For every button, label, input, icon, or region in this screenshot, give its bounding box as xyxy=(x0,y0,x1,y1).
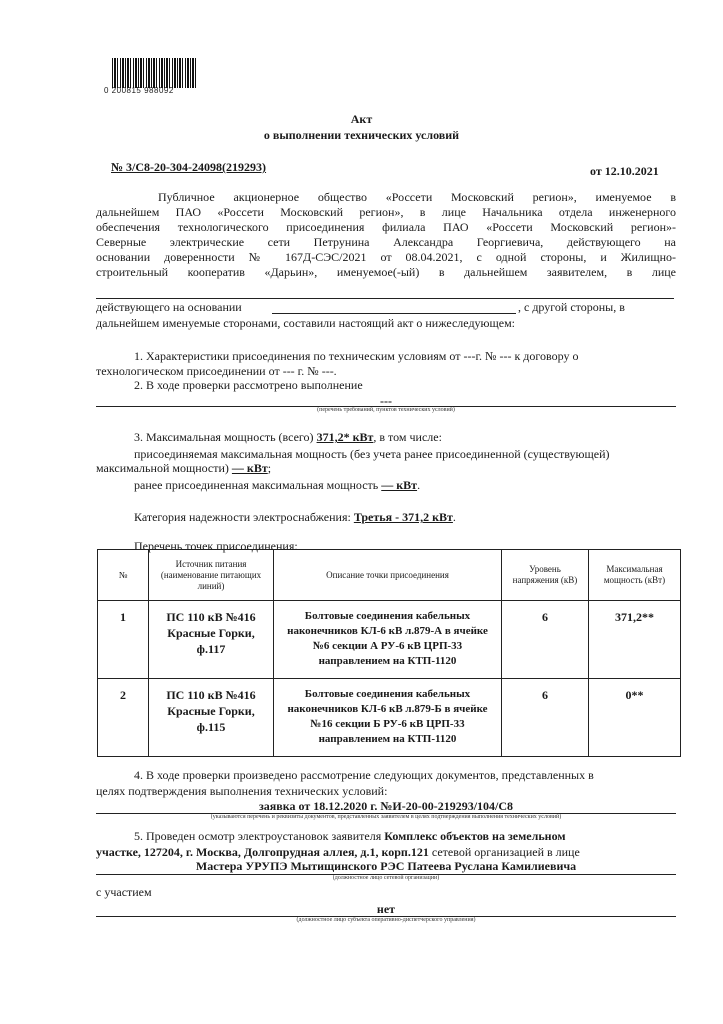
item5-object: Комплекс объектов на земельном xyxy=(384,829,566,843)
reliability-category-line xyxy=(134,510,456,524)
representative-blank-line xyxy=(96,298,674,299)
item3-line-3 xyxy=(96,461,271,475)
item3-line3-suffix: ; xyxy=(267,461,272,475)
item3-line4-suffix: . xyxy=(417,478,421,492)
row-source: ПС 110 кВ №416 Красные Горки, ф.117 xyxy=(149,601,274,679)
row-description: Болтовые соединения кабельных наконечников КЛ-6 кВ л.879-Б в ячейке №16 секции Б РУ-6 кВ ЦРП-33 направлением на КТП-1120 xyxy=(274,679,502,757)
category-label: Категория надежности электроснабжения: xyxy=(134,510,351,524)
intro-line-7-start: действующего на основании xyxy=(96,300,242,314)
table-row xyxy=(98,601,681,679)
item3-line-2: присоединяемая максимальная мощность (без учета ранее присоединенной (существующей) xyxy=(134,447,610,461)
item5-line-1 xyxy=(134,829,566,843)
intro-line-2: дальнейшем ПАО «Россети Московский регион», в лице Начальника отдела инженерного xyxy=(96,205,676,219)
intro-line-4: Северные электрические сети Петрунина Александра Георгиевича, действующего на xyxy=(96,235,676,249)
new-power-value: — кВт xyxy=(231,461,268,475)
item1-line-2: технологическом присоединении от --- г. № ---. xyxy=(96,364,337,378)
item3-line-4 xyxy=(134,478,420,492)
document-date: от 12.10.2021 xyxy=(590,164,659,178)
prev-power-value: — кВт xyxy=(381,478,418,492)
item3-line4-label: ранее присоединенная максимальная мощность xyxy=(134,478,379,492)
item3-line3-label: максимальной мощности) xyxy=(96,461,229,475)
header-description: Описание точки присоединения xyxy=(274,550,502,601)
points-list-title: Перечень точек присоединения: xyxy=(134,539,298,553)
item4-line-1: 4. В ходе проверки произведено рассмотрение следующих документов, представленных в xyxy=(134,768,594,782)
category-value: Третья - 371,2 кВт xyxy=(353,510,453,524)
barcode-number: 0 200815 988092 xyxy=(104,86,174,95)
row-voltage: 6 xyxy=(502,601,589,679)
item2-line-1: 2. В ходе проверки рассмотрено выполнение xyxy=(134,378,363,392)
document-number: № 3/С8-20-304-24098(219293) xyxy=(111,160,267,174)
item4-caption: (указываются перечень и реквизиты документов, представленных заявителем в целях подтверждения выполнения технических условий) xyxy=(210,814,562,820)
intro-line-8: дальнейшем именуемые сторонами, составили настоящий акт о нижеследующем: xyxy=(96,316,516,330)
intro-paragraph xyxy=(96,190,676,280)
item5-line-2 xyxy=(96,845,580,859)
item3-suffix: , в том числе: xyxy=(373,430,442,444)
item4-value: заявка от 18.12.2020 г. №И-20-00-219293/104/С8 xyxy=(258,799,514,813)
item4-line-2: целях подтверждения выполнения технических условий: xyxy=(96,784,388,798)
table-header-row xyxy=(98,550,681,601)
document-title: Акт xyxy=(350,112,373,126)
item5-inspector: Мастера УРУПЭ Мытищинского РЭС Патеева Руслана Камилиевича xyxy=(195,859,577,873)
intro-line-7-end: , с другой стороны, в xyxy=(518,300,625,314)
item3-label: 3. Максимальная мощность (всего) xyxy=(134,430,314,444)
barcode-image xyxy=(112,58,196,88)
table-row xyxy=(98,679,681,757)
row-description: Болтовые соединения кабельных наконечников КЛ-6 кВ л.879-А в ячейке №6 секции А РУ-6 кВ ЦРП-33 направлением на КТП-1120 xyxy=(274,601,502,679)
intro-line-6: строительный кооператив «Дарьин», именуемое(-ый) в дальнейшем заявителем, в лице xyxy=(96,265,676,279)
participation-label: с участием xyxy=(96,885,152,899)
participation-value: нет xyxy=(376,902,396,916)
intro-line-5: основании доверенности № 167Д-СЭС/2021 от 08.04.2021, с одной стороны, и Жилищно- xyxy=(96,250,676,264)
participation-caption: (должностное лицо субъекта оперативно-диспетчерского управления) xyxy=(296,917,476,923)
item5-caption: (должностное лицо сетевой организации) xyxy=(332,875,440,881)
basis-blank-line xyxy=(272,313,516,314)
item5-address: участке, 127204, г. Москва, Долгопрудная аллея, д.1, корп.121 xyxy=(96,845,429,859)
max-power-value: 371,2* кВт xyxy=(316,430,374,444)
row-power: 0** xyxy=(589,679,681,757)
row-num: 1 xyxy=(98,601,149,679)
item3-line-1 xyxy=(134,430,442,444)
row-power: 371,2** xyxy=(589,601,681,679)
header-source: Источник питания (наименование питающих линий) xyxy=(149,550,274,601)
item2-caption: (перечень требований, пунктов технических условий) xyxy=(317,407,455,413)
header-voltage: Уровень напряжения (кВ) xyxy=(502,550,589,601)
item2-value: --- xyxy=(380,394,392,408)
row-source: ПС 110 кВ №416 Красные Горки, ф.115 xyxy=(149,679,274,757)
row-num: 2 xyxy=(98,679,149,757)
header-num: № xyxy=(98,550,149,601)
row-voltage: 6 xyxy=(502,679,589,757)
connection-points-table xyxy=(97,549,681,757)
item5-label: 5. Проведен осмотр электроустановок заявителя xyxy=(134,829,382,843)
item1-line-1: 1. Характеристики присоединения по техническим условиям от ---г. № --- к договору о xyxy=(134,349,579,363)
intro-line-3: обеспечения технологического присоединения филиала ПАО «Россети Московский регион»- xyxy=(96,220,676,234)
item5-line2-suffix: сетевой организацией в лице xyxy=(431,845,580,859)
intro-line-1: Публичное акционерное общество «Россети Московский регион», именуемое в xyxy=(158,190,676,204)
category-suffix: . xyxy=(452,510,456,524)
header-power: Максимальная мощность (кВт) xyxy=(589,550,681,601)
document-subtitle: о выполнении технических условий xyxy=(263,128,460,142)
